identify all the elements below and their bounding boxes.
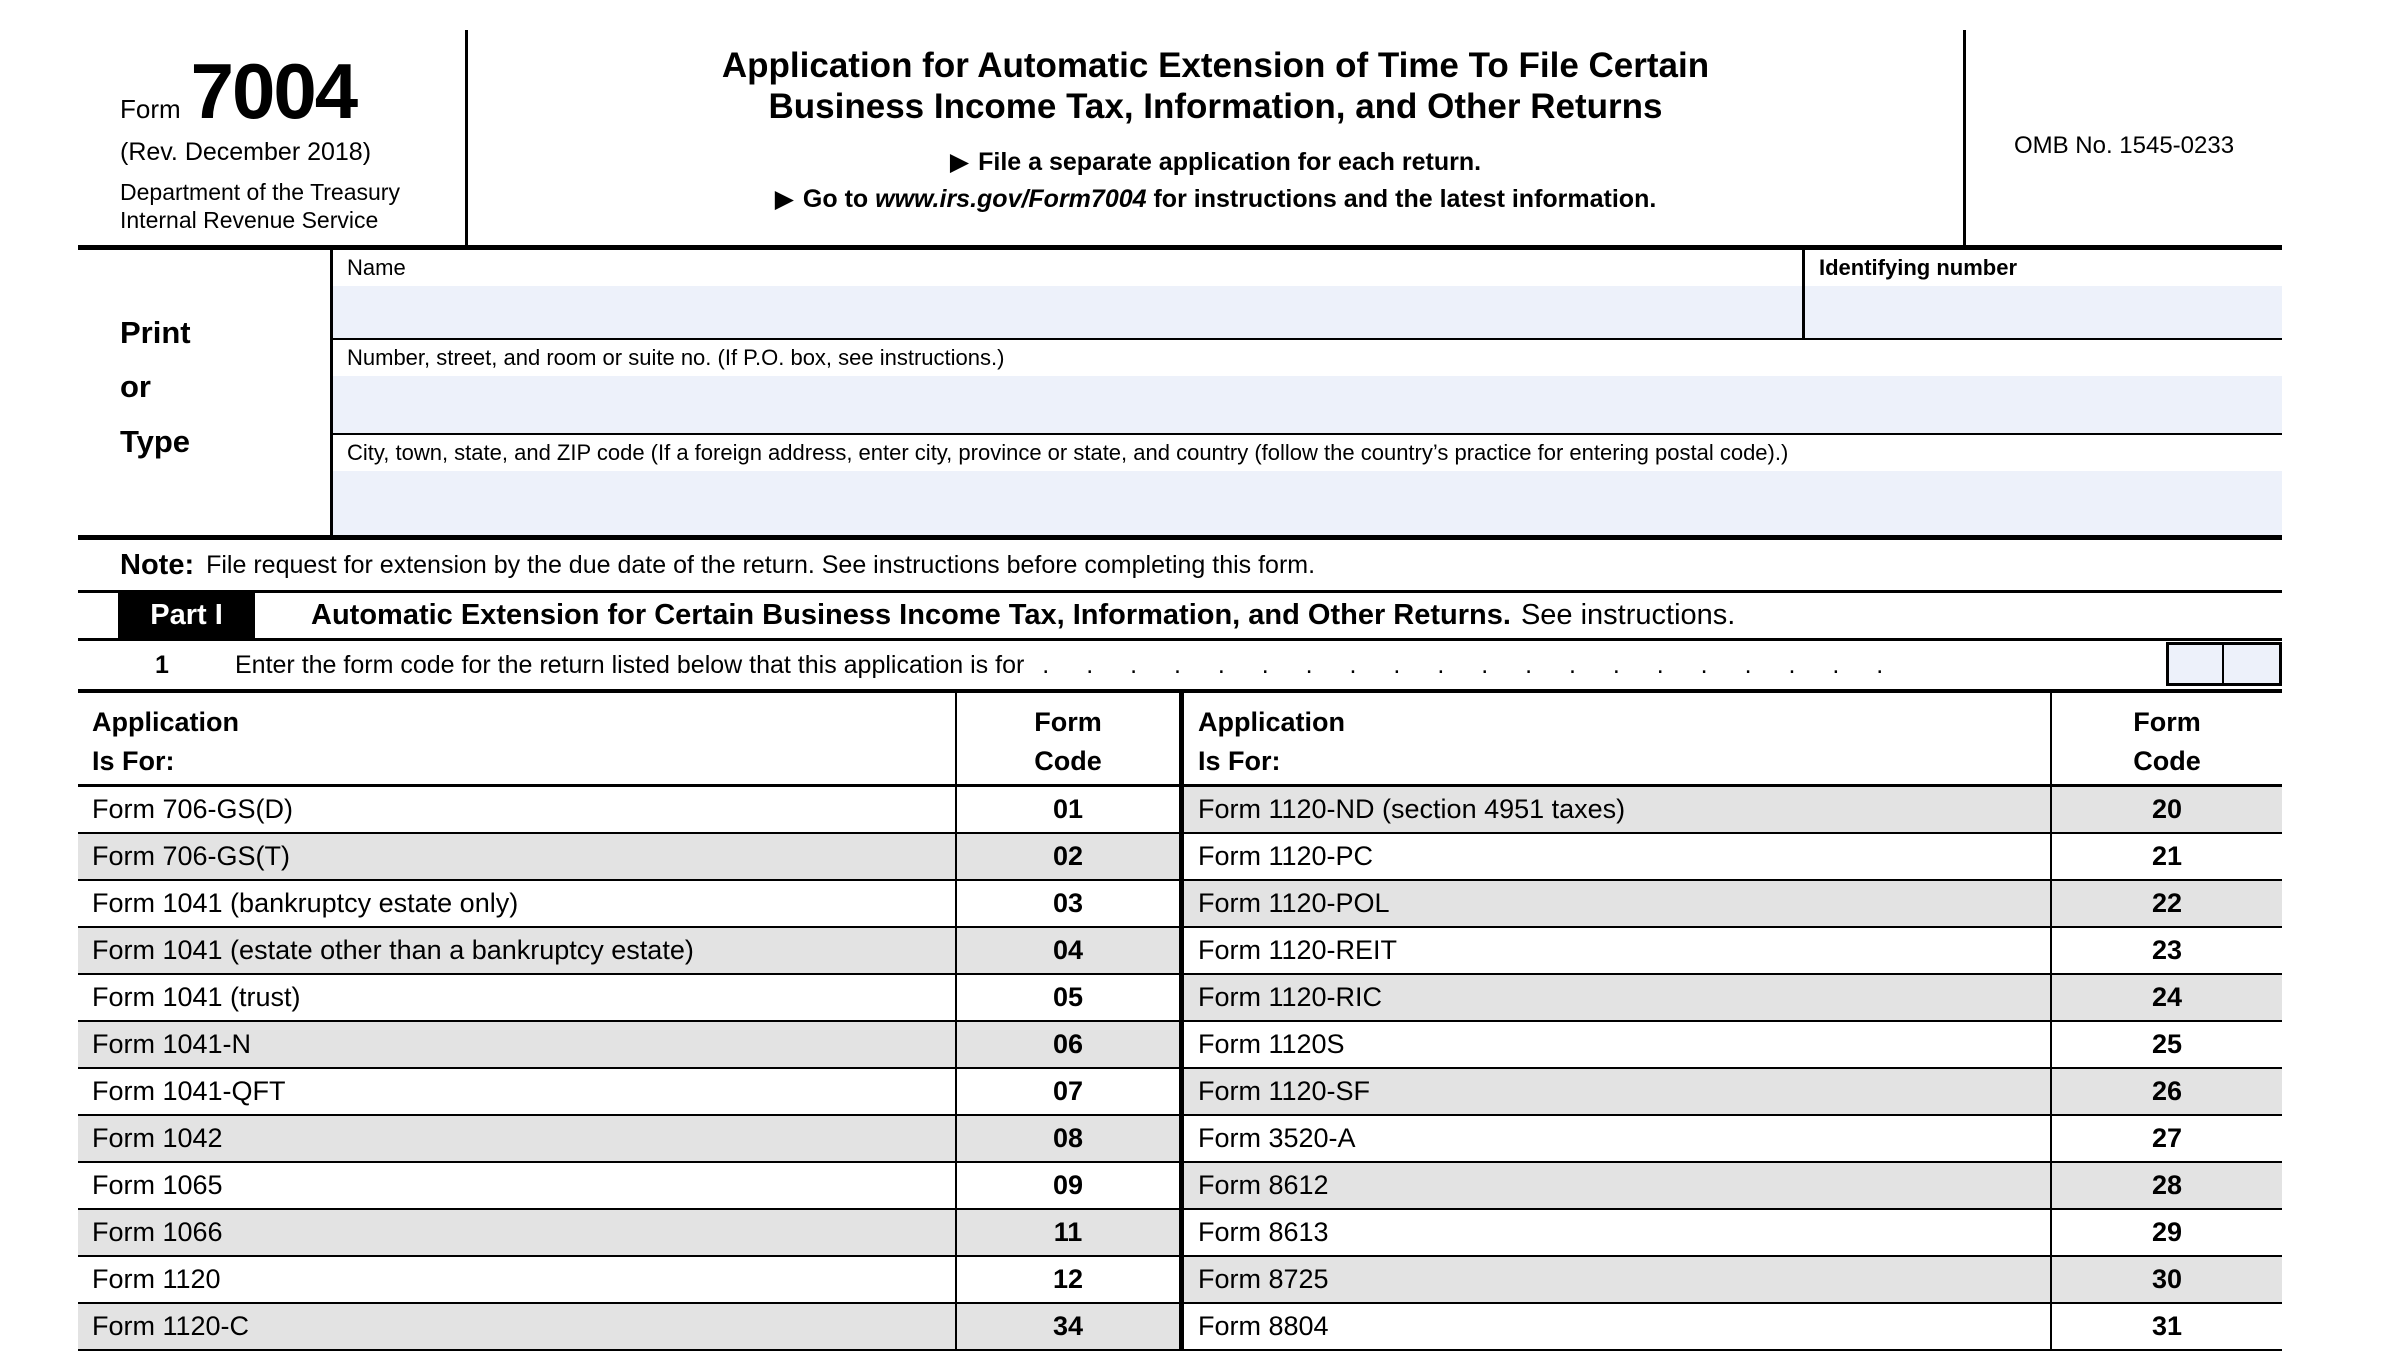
application-name: Form 1066 [78, 1210, 957, 1255]
application-name: Form 8804 [1184, 1304, 2052, 1349]
application-name: Form 706-GS(D) [78, 787, 957, 832]
form-code-header-line-1: Form [1034, 707, 1102, 737]
application-name: Form 1041 (estate other than a bankruptcy estate) [78, 928, 957, 973]
agency-block [120, 179, 465, 234]
form-code: 02 [1052, 841, 1084, 871]
form-code: 31 [2151, 1311, 2183, 1341]
identifying-number-input[interactable] [1805, 286, 2282, 338]
irs-url: www.irs.gov/Form7004 [875, 185, 1147, 214]
application-header-line-2: Is For: [92, 746, 175, 777]
code-table-header [78, 693, 2282, 787]
form-code: 01 [1052, 794, 1084, 824]
form-code-header-line-1: Form [2133, 707, 2201, 737]
dot-leader: . . . . . . . . . . . . . . . . . . . . [1042, 650, 1884, 679]
type-word: Type [120, 423, 191, 459]
application-name: Form 8725 [1184, 1257, 2052, 1302]
code-table-body [78, 787, 2282, 1351]
instruction-go-to-suffix: for instructions and the latest information. [1146, 185, 1657, 214]
table-row [1184, 975, 2282, 1022]
form-code: 03 [1052, 888, 1084, 918]
application-header-line-1: Application [92, 707, 239, 737]
line-1-row [78, 641, 2282, 693]
table-row [1184, 1069, 2282, 1116]
application-name: Form 1041-N [78, 1022, 957, 1067]
form-code-box-1[interactable] [2169, 645, 2224, 683]
table-row [78, 1257, 1179, 1304]
form-code: 21 [2151, 841, 2183, 871]
identifying-number-group [1805, 250, 2282, 338]
code-table-header-right [1184, 693, 2282, 784]
table-row [78, 975, 1179, 1022]
table-row [78, 787, 1179, 834]
instruction-go-to-prefix: Go to [802, 185, 876, 214]
code-table-header-left [78, 693, 1184, 784]
application-name: Form 1120 [78, 1257, 957, 1302]
application-name: Form 1120-C [78, 1304, 957, 1349]
application-header-line-1: Application [1198, 707, 1345, 737]
form-code: 04 [1052, 935, 1084, 965]
form-code: 27 [2151, 1123, 2183, 1153]
application-name: Form 706-GS(T) [78, 834, 957, 879]
table-row [78, 928, 1179, 975]
form-code: 07 [1052, 1076, 1084, 1106]
print-word: Print [120, 315, 191, 350]
application-name: Form 1041-QFT [78, 1069, 957, 1114]
form-code: 11 [1053, 1217, 1083, 1247]
print-or-type-label [78, 250, 330, 535]
right-pointer-icon: ▶ [774, 185, 794, 214]
application-name: Form 1120-PC [1184, 834, 2052, 879]
table-row [78, 1069, 1179, 1116]
identifying-number-label: Identifying number [1819, 255, 2017, 280]
name-input[interactable] [333, 286, 1802, 338]
entity-section [78, 250, 2282, 540]
form-code: 05 [1052, 982, 1084, 1012]
table-row [78, 881, 1179, 928]
form-code: 06 [1052, 1029, 1084, 1059]
application-name: Form 8612 [1184, 1163, 2052, 1208]
application-header-line-2: Is For: [1198, 746, 1281, 777]
application-name: Form 1065 [78, 1163, 957, 1208]
form-code: 34 [1052, 1311, 1084, 1341]
line-1-text: Enter the form code for the return listed below that this application is for [235, 650, 1025, 679]
form-code-header [957, 693, 1179, 784]
table-row [1184, 1304, 2282, 1351]
table-row [78, 1163, 1179, 1210]
street-input[interactable] [333, 376, 2282, 432]
table-row [1184, 834, 2282, 881]
application-name: Form 1120S [1184, 1022, 2052, 1067]
form-code: 26 [2151, 1076, 2183, 1106]
application-name: Form 1041 (bankruptcy estate only) [78, 881, 957, 926]
form-title-line-2: Business Income Tax, Information, and Other Returns [768, 86, 1663, 126]
city-row [333, 435, 2282, 535]
table-row [1184, 1163, 2282, 1210]
form-code-box-2[interactable] [2224, 645, 2279, 683]
part-1-heading-regular: See instructions. [1520, 599, 1736, 631]
application-name: Form 3520-A [1184, 1116, 2052, 1161]
form-code: 23 [2151, 935, 2183, 965]
form-header [78, 30, 2282, 250]
street-label: Number, street, and room or suite no. (If P.O. box, see instructions.) [347, 345, 1005, 371]
note-label: Note: [120, 548, 195, 581]
note-text: File request for extension by the due date of the return. See instructions before completing this form. [206, 550, 1316, 579]
form-revision: (Rev. December 2018) [120, 138, 372, 167]
form-code: 09 [1052, 1170, 1084, 1200]
street-row [333, 340, 2282, 434]
form-number-line [120, 47, 465, 135]
note-row [78, 540, 2282, 590]
application-name: Form 1120-SF [1184, 1069, 2052, 1114]
form-7004-page [78, 30, 2282, 1351]
form-code-header-line-2: Code [1034, 746, 1102, 777]
form-code: 25 [2151, 1029, 2183, 1059]
form-title-block [465, 30, 1966, 245]
table-row [1184, 1116, 2282, 1163]
form-id-block [78, 30, 465, 245]
entity-fields [330, 250, 2282, 535]
form-code: 24 [2151, 982, 2183, 1012]
table-row [78, 1304, 1179, 1351]
application-is-for-header [1184, 693, 2052, 784]
part-1-badge: Part I [118, 593, 255, 638]
form-title [468, 46, 1963, 127]
form-code-header-line-2: Code [2133, 746, 2201, 777]
form-code-entry [2166, 642, 2282, 686]
table-row [78, 1210, 1179, 1257]
table-row [1184, 928, 2282, 975]
name-field-group [333, 250, 1805, 338]
instruction-file-separate [468, 147, 1963, 177]
form-number: 7004 [190, 47, 357, 135]
code-table-right-column [1184, 787, 2282, 1351]
application-is-for-header [78, 693, 957, 784]
form-code: 08 [1052, 1123, 1084, 1153]
form-code: 28 [2151, 1170, 2183, 1200]
name-label: Name [347, 255, 406, 280]
or-word: or [120, 369, 151, 405]
application-name: Form 1120-RIC [1184, 975, 2052, 1020]
code-table-left-column [78, 787, 1184, 1351]
right-pointer-icon: ▶ [949, 148, 970, 177]
instruction-go-to [468, 184, 1963, 214]
form-word: Form [120, 94, 181, 124]
city-label: City, town, state, and ZIP code (If a foreign address, enter city, province or state, and country (follow the country’s practice for entering postal code).) [347, 439, 1789, 465]
agency-line-2: Internal Revenue Service [120, 206, 379, 233]
part-1-header-bar [78, 590, 2282, 641]
table-row [1184, 787, 2282, 834]
instruction-file-separate-text: File a separate application for each return. [978, 148, 1482, 177]
form-code: 20 [2151, 794, 2183, 824]
table-row [1184, 1022, 2282, 1069]
line-1-number: 1 [155, 650, 169, 679]
table-row [78, 1022, 1179, 1069]
city-input[interactable] [333, 471, 2282, 535]
form-code: 22 [2151, 888, 2183, 918]
application-name: Form 1041 (trust) [78, 975, 957, 1020]
part-1-heading-bold: Automatic Extension for Certain Business Income Tax, Information, and Other Returns. [311, 599, 1511, 631]
application-name: Form 1120-POL [1184, 881, 2052, 926]
table-row [1184, 1210, 2282, 1257]
form-code: 12 [1052, 1264, 1084, 1294]
table-row [78, 834, 1179, 881]
form-code: 29 [2151, 1217, 2183, 1247]
name-row [333, 250, 2282, 340]
omb-number: OMB No. 1545-0233 [2013, 132, 2235, 159]
application-name: Form 8613 [1184, 1210, 2052, 1255]
agency-line-1: Department of the Treasury [120, 179, 400, 206]
form-code: 30 [2151, 1264, 2183, 1294]
application-name: Form 1120-REIT [1184, 928, 2052, 973]
table-row [1184, 1257, 2282, 1304]
part-1-heading [255, 593, 2282, 638]
application-name: Form 1120-ND (section 4951 taxes) [1184, 787, 2052, 832]
application-name: Form 1042 [78, 1116, 957, 1161]
table-row [78, 1116, 1179, 1163]
table-row [1184, 881, 2282, 928]
form-code-header [2052, 693, 2282, 784]
form-title-line-1: Application for Automatic Extension of Time To File Certain [721, 46, 1710, 85]
